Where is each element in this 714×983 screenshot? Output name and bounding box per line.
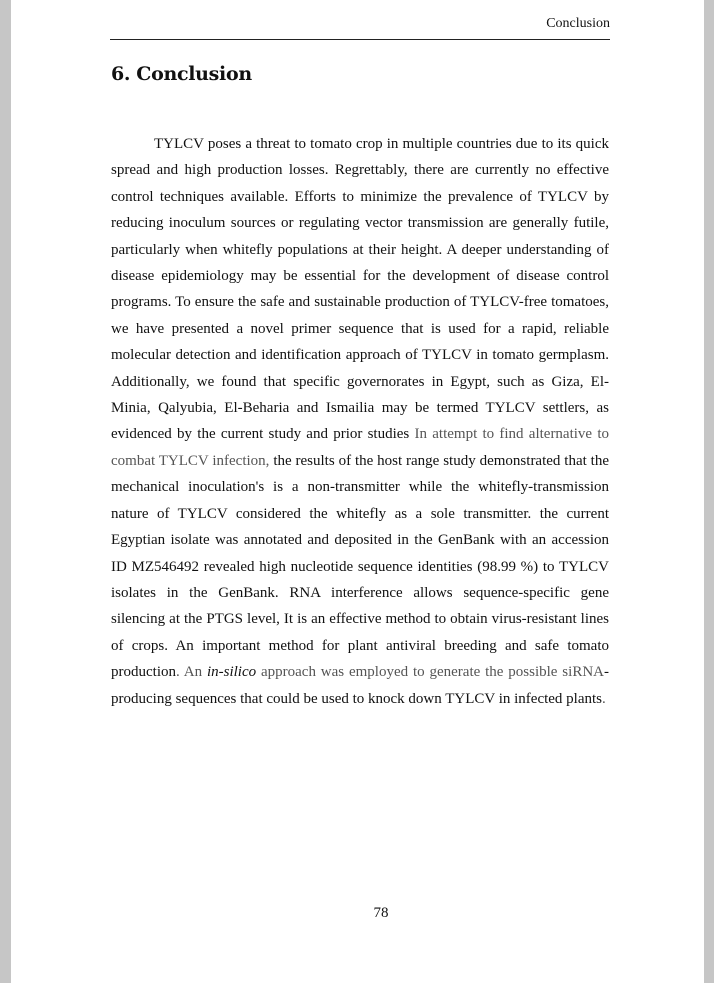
paragraph-text: the results of the host range study demonstrated that the mechanical inoculation's is a non-transmitter while the whitefly-transmission nature of TYLCV considered the whitefly as a sole transmitter. the current Egyptian isolate was annotated and deposited in the GenBank with an accession ID MZ546492 revealed high nucleotide sequence identities (98.99 %) to TYLCV isolates in the GenBank. RNA interference allows sequence-specific gene silencing at the PTGS level, It is an effective method to obtain virus-resistant lines of crops. An important method for plant antiviral breeding and safe tomato production bbox=[111, 452, 609, 681]
paragraph-text: TYLCV poses a threat to tomato crop in multiple countries due to its quick spread and high production losses. Regrettably, there are currently no effective control techniques available. Efforts to minimize the prevalence of TYLCV by reducing inoculum sources or regulating vector transmission are generally futile, particularly when whitefly populations at their height. A deeper understanding of disease epidemiology may be essential for the development of disease control programs. To ensure the safe and sustainable production of TYLCV-free tomatoes, we have presented a novel primer sequence that is used for a rapid, reliable molecular detection and identification approach of TYLCV in tomato germplasm. Additionally, we found that specific governorates in Egypt, such as Giza, El-Minia, Qalyubia, El-Beharia and Ismailia may be termed TYLCV settlers, as evidenced by the current study and prior studies bbox=[111, 136, 609, 443]
page-number: 78 bbox=[373, 905, 389, 921]
conclusion-paragraph bbox=[111, 131, 609, 712]
paragraph-text-muted: approach was employed to generate the possible siRNA bbox=[256, 664, 604, 681]
section-heading bbox=[111, 63, 252, 85]
running-header: Conclusion bbox=[546, 16, 610, 31]
header-rule bbox=[110, 39, 610, 40]
paragraph-italic-term: in-silico bbox=[206, 664, 257, 681]
paragraph-text-muted: In attempt to find alternative to combat TYLCV infection, bbox=[111, 426, 609, 469]
section-title: Conclusion bbox=[136, 63, 252, 85]
document-page bbox=[11, 0, 704, 983]
section-number: 6. bbox=[111, 63, 131, 85]
paragraph-text-muted: . An bbox=[176, 664, 207, 681]
paragraph-text-muted: . bbox=[602, 690, 606, 707]
paragraph-text: -producing sequences that could be used to knock down TYLCV in infected plants bbox=[111, 664, 609, 707]
